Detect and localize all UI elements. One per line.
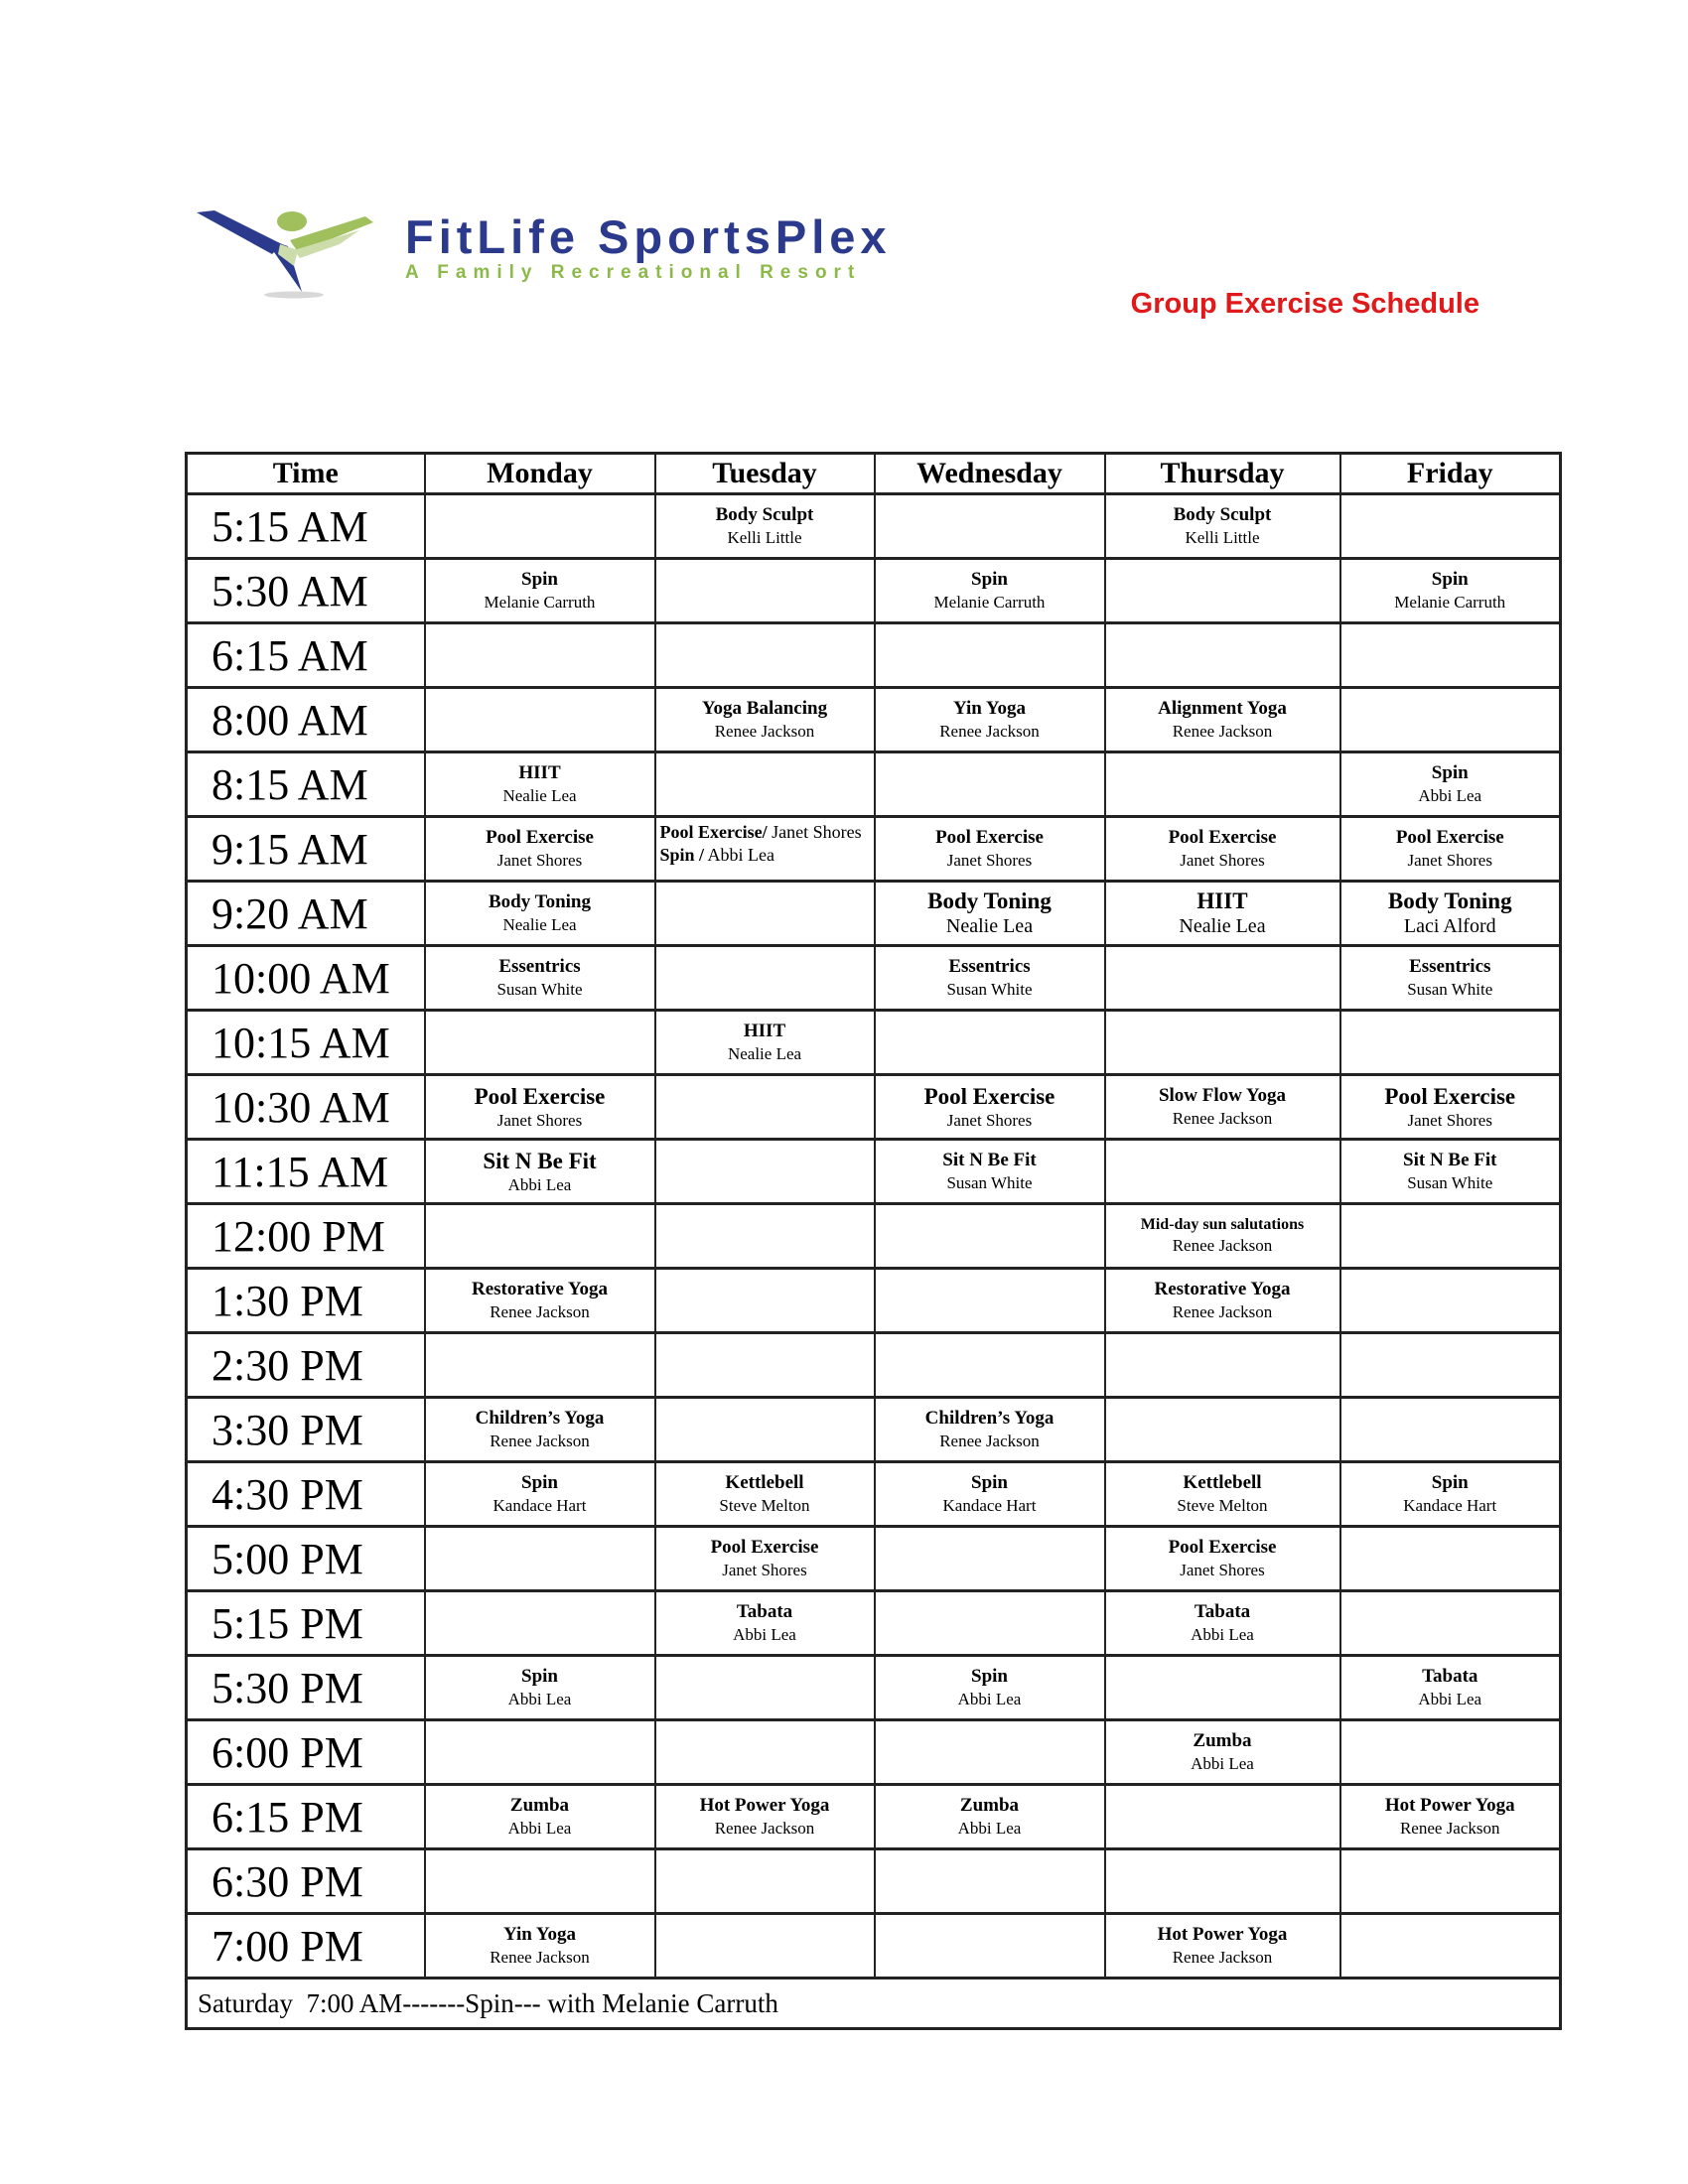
column-header: Monday — [425, 454, 655, 494]
class-name: Restorative Yoga — [1154, 1279, 1291, 1299]
class-name: Pool Exercise — [1395, 827, 1504, 848]
schedule-cell — [425, 1140, 655, 1204]
table-row — [187, 1914, 1561, 1979]
schedule-cell — [425, 1656, 655, 1720]
schedule-cell — [655, 1849, 875, 1914]
time-cell: 7:00 PM — [187, 1914, 425, 1979]
schedule-cell — [1340, 1075, 1561, 1140]
instructor-name: Renee Jackson — [939, 722, 1040, 741]
instructor-name: Melanie Carruth — [933, 593, 1046, 612]
schedule-cell — [1105, 946, 1340, 1011]
schedule-cell — [655, 1398, 875, 1462]
logo-subtitle: A Family Recreational Resort — [405, 262, 862, 283]
class-name: Pool Exercise — [1168, 827, 1277, 848]
schedule-cell — [1340, 1720, 1561, 1785]
schedule-cell — [1105, 1075, 1340, 1140]
class-name: Spin — [521, 1666, 558, 1687]
class-name: Sit N Be Fit — [483, 1148, 597, 1173]
time-cell: 9:20 AM — [187, 882, 425, 946]
schedule-cell — [655, 1075, 875, 1140]
table-row — [187, 1785, 1561, 1849]
schedule-cell — [1105, 1785, 1340, 1849]
instructor-name: Abbi Lea — [957, 1819, 1022, 1838]
table-row — [187, 1204, 1561, 1269]
schedule-cell — [1105, 1849, 1340, 1914]
class-name: Spin — [971, 1666, 1008, 1687]
schedule-cell — [1105, 623, 1340, 688]
schedule-cell — [425, 817, 655, 882]
instructor-name: Abbi Lea — [733, 1625, 796, 1644]
schedule-cell — [655, 1591, 875, 1656]
instructor-name: Susan White — [946, 1173, 1033, 1192]
instructor-name: Kandace Hart — [492, 1496, 587, 1515]
class-name: Spin — [521, 1472, 558, 1493]
class-name: Essentrics — [498, 956, 581, 977]
instructor-name: Abbi Lea — [1191, 1754, 1254, 1773]
schedule-cell — [425, 1204, 655, 1269]
table-row — [187, 1656, 1561, 1720]
schedule-cell — [1340, 1656, 1561, 1720]
time-cell: 12:00 PM — [187, 1204, 425, 1269]
schedule-cell — [425, 1462, 655, 1527]
logo — [195, 208, 892, 300]
schedule-cell — [875, 1204, 1105, 1269]
schedule-cell — [1340, 1011, 1561, 1075]
class-name: Alignment Yoga — [1158, 698, 1287, 719]
class-name: Mid-day sun salutations — [1140, 1216, 1305, 1233]
class-name: Body Toning — [1387, 888, 1512, 913]
schedule-cell — [875, 1656, 1105, 1720]
schedule-cell — [1105, 1591, 1340, 1656]
schedule-cell — [655, 559, 875, 623]
schedule-cell — [655, 1140, 875, 1204]
schedule-cell — [425, 1398, 655, 1462]
logo-text — [405, 210, 892, 284]
schedule-cell — [1105, 494, 1340, 559]
class-name: Hot Power Yoga — [1384, 1795, 1515, 1816]
instructor-name: Kelli Little — [1185, 528, 1260, 547]
schedule-cell — [425, 688, 655, 752]
schedule-cell — [875, 1914, 1105, 1979]
schedule-cell — [875, 1527, 1105, 1591]
time-cell: 5:30 AM — [187, 559, 425, 623]
page-title: Group Exercise Schedule — [1130, 288, 1479, 320]
schedule-cell — [425, 623, 655, 688]
schedule-cell — [1105, 1398, 1340, 1462]
schedule-cell — [425, 1914, 655, 1979]
schedule-cell — [655, 1720, 875, 1785]
instructor-name: Laci Alford — [1403, 915, 1496, 937]
schedule-cell — [875, 946, 1105, 1011]
time-cell: 3:30 PM — [187, 1398, 425, 1462]
instructor-name: Steve Melton — [719, 1496, 810, 1515]
time-cell: 6:15 PM — [187, 1785, 425, 1849]
class-name: Spin — [971, 569, 1008, 590]
schedule-cell — [655, 1462, 875, 1527]
time-cell: 2:30 PM — [187, 1333, 425, 1398]
instructor-name: Renee Jackson — [490, 1432, 590, 1450]
instructor-name: Janet Shores — [1180, 851, 1265, 870]
class-name: Body Toning — [927, 888, 1052, 913]
schedule-cell — [655, 1011, 875, 1075]
instructor-name: Abbi Lea — [704, 845, 775, 865]
class-name: Pool Exercise/ — [659, 822, 768, 842]
schedule-cell — [1340, 1527, 1561, 1591]
time-cell: 10:15 AM — [187, 1011, 425, 1075]
schedule-cell — [655, 494, 875, 559]
schedule-cell — [1340, 688, 1561, 752]
schedule-cell — [875, 1849, 1105, 1914]
class-name: Spin — [1431, 762, 1469, 783]
instructor-name: Renee Jackson — [1172, 1236, 1273, 1255]
schedule-cell — [875, 1720, 1105, 1785]
instructor-name: Abbi Lea — [957, 1690, 1022, 1708]
class-name: Zumba — [959, 1795, 1020, 1816]
instructor-name: Steve Melton — [1177, 1496, 1268, 1515]
schedule-cell — [425, 1785, 655, 1849]
schedule-cell — [1340, 1140, 1561, 1204]
schedule-cell — [1340, 1914, 1561, 1979]
schedule-table — [185, 452, 1562, 2030]
class-name: Pool Exercise — [710, 1537, 819, 1558]
class-name: Pool Exercise — [486, 827, 594, 848]
instructor-name: Melanie Carruth — [484, 593, 596, 612]
table-row — [187, 1979, 1561, 2029]
class-name: Pool Exercise — [474, 1083, 606, 1109]
instructor-name: Nealie Lea — [1179, 915, 1266, 937]
class-name: Zumba — [1193, 1730, 1252, 1751]
time-cell: 8:00 AM — [187, 688, 425, 752]
class-name: Restorative Yoga — [471, 1279, 608, 1299]
logo-title: FitLife SportsPlex — [405, 210, 892, 263]
instructor-name: Janet Shores — [946, 1110, 1033, 1130]
schedule-cell — [425, 752, 655, 817]
schedule-cell — [875, 882, 1105, 946]
instructor-name: Janet Shores — [767, 822, 862, 842]
class-name: Spin — [1431, 569, 1469, 590]
class-name: Body Sculpt — [1173, 504, 1272, 525]
class-name: Kettlebell — [725, 1472, 804, 1493]
class-name: Spin / — [659, 845, 705, 865]
table-row — [187, 1462, 1561, 1527]
table-row — [187, 1075, 1561, 1140]
class-name: Sit N Be Fit — [942, 1150, 1037, 1170]
table-row — [187, 559, 1561, 623]
schedule-cell — [1340, 559, 1561, 623]
instructor-name: Melanie Carruth — [1394, 593, 1506, 612]
time-cell: 11:15 AM — [187, 1140, 425, 1204]
class-name: Yoga Balancing — [701, 698, 828, 719]
schedule-cell — [1105, 1462, 1340, 1527]
schedule-cell — [875, 1462, 1105, 1527]
class-name: Body Sculpt — [715, 504, 814, 525]
schedule-cell — [1340, 1462, 1561, 1527]
schedule-cell — [655, 623, 875, 688]
class-name: Body Toning — [489, 891, 591, 912]
table-row — [187, 494, 1561, 559]
instructor-name: Nealie Lea — [502, 915, 577, 934]
schedule-cell — [875, 688, 1105, 752]
instructor-name: Janet Shores — [496, 851, 583, 870]
schedule-cell — [875, 1398, 1105, 1462]
instructor-name: Abbi Lea — [1418, 786, 1482, 805]
schedule-cell — [1105, 1333, 1340, 1398]
instructor-name: Susan White — [1407, 1173, 1493, 1192]
class-name: Spin — [521, 569, 558, 590]
instructor-name: Renee Jackson — [490, 1948, 590, 1967]
time-cell: 10:00 AM — [187, 946, 425, 1011]
schedule-cell — [425, 1720, 655, 1785]
table-row — [187, 1269, 1561, 1333]
schedule-cell — [1340, 1269, 1561, 1333]
schedule-cell — [875, 1785, 1105, 1849]
schedule-cell — [1105, 882, 1340, 946]
class-name: Pool Exercise — [1384, 1083, 1516, 1109]
schedule-cell — [1340, 1785, 1561, 1849]
class-name: Children’s Yoga — [924, 1408, 1055, 1429]
table-row — [187, 1011, 1561, 1075]
class-name: Pool Exercise — [1168, 1537, 1277, 1558]
class-name: Spin — [1431, 1472, 1469, 1493]
time-cell: 5:15 AM — [187, 494, 425, 559]
instructor-name: Kandace Hart — [942, 1496, 1037, 1515]
instructor-name: Renee Jackson — [714, 1819, 815, 1838]
table-row — [187, 882, 1561, 946]
table-row — [187, 688, 1561, 752]
schedule-cell — [875, 1140, 1105, 1204]
time-cell: 5:30 PM — [187, 1656, 425, 1720]
instructor-name: Renee Jackson — [490, 1302, 590, 1321]
schedule-cell — [655, 1656, 875, 1720]
time-cell: 9:15 AM — [187, 817, 425, 882]
schedule-cell — [875, 1075, 1105, 1140]
schedule-cell — [1340, 1398, 1561, 1462]
time-cell: 5:00 PM — [187, 1527, 425, 1591]
schedule-cell — [425, 1011, 655, 1075]
schedule-cell — [1340, 946, 1561, 1011]
schedule-cell — [1105, 688, 1340, 752]
schedule-cell — [875, 817, 1105, 882]
schedule-cell — [425, 882, 655, 946]
class-name: Hot Power Yoga — [699, 1795, 830, 1816]
class-name: Spin — [971, 1472, 1008, 1493]
table-row — [187, 623, 1561, 688]
class-name: Tabata — [736, 1601, 793, 1622]
table-row — [187, 752, 1561, 817]
class-name: HIIT — [743, 1021, 786, 1041]
schedule-cell — [875, 559, 1105, 623]
schedule-cell — [425, 1075, 655, 1140]
instructor-name: Janet Shores — [496, 1110, 583, 1130]
schedule-cell — [655, 752, 875, 817]
schedule-cell — [425, 1333, 655, 1398]
schedule-cell — [425, 946, 655, 1011]
class-name: Tabata — [1422, 1666, 1478, 1687]
schedule-cell — [1105, 1011, 1340, 1075]
class-name: Zumba — [509, 1795, 570, 1816]
schedule-cell — [1105, 1140, 1340, 1204]
schedule-cell — [425, 559, 655, 623]
table-row — [187, 817, 1561, 882]
instructor-name: Nealie Lea — [945, 915, 1034, 937]
class-name: Sit N Be Fit — [1403, 1150, 1497, 1170]
instructor-name: Janet Shores — [1180, 1561, 1265, 1579]
instructor-name: Abbi Lea — [507, 1819, 572, 1838]
class-name: Tabata — [1194, 1601, 1251, 1622]
class-name: Yin Yoga — [952, 698, 1027, 719]
schedule-cell — [1105, 1656, 1340, 1720]
time-cell: 6:15 AM — [187, 623, 425, 688]
instructor-name: Janet Shores — [946, 851, 1033, 870]
time-cell: 6:00 PM — [187, 1720, 425, 1785]
schedule-cell — [875, 1591, 1105, 1656]
class-name: Yin Yoga — [502, 1924, 577, 1945]
schedule-cell — [875, 1011, 1105, 1075]
instructor-name: Renee Jackson — [1172, 1948, 1273, 1967]
table-row — [187, 1140, 1561, 1204]
class-name: Pool Exercise — [935, 827, 1044, 848]
schedule-body — [187, 494, 1561, 2029]
schedule-cell — [1105, 1269, 1340, 1333]
column-header: Friday — [1340, 454, 1561, 494]
class-name: Slow Flow Yoga — [1158, 1085, 1287, 1106]
schedule-cell — [425, 1849, 655, 1914]
table-row — [187, 1527, 1561, 1591]
schedule-cell — [1105, 559, 1340, 623]
schedule-cell — [655, 1204, 875, 1269]
schedule-cell — [875, 1333, 1105, 1398]
instructor-name: Janet Shores — [722, 1561, 807, 1579]
class-name: Kettlebell — [1183, 1472, 1262, 1493]
instructor-name: Abbi Lea — [507, 1174, 572, 1194]
schedule-cell — [875, 623, 1105, 688]
instructor-name: Kandace Hart — [1403, 1496, 1497, 1515]
schedule-cell — [1340, 1849, 1561, 1914]
schedule-cell — [1105, 1914, 1340, 1979]
instructor-name: Renee Jackson — [714, 722, 815, 741]
table-row — [187, 1591, 1561, 1656]
schedule-cell — [1105, 1720, 1340, 1785]
time-cell: 4:30 PM — [187, 1462, 425, 1527]
instructor-name: Renee Jackson — [1172, 722, 1273, 741]
schedule-cell — [1105, 817, 1340, 882]
instructor-name: Janet Shores — [1407, 851, 1492, 870]
schedule-cell — [875, 1269, 1105, 1333]
jumping-person-icon — [195, 208, 403, 300]
instructor-name: Abbi Lea — [1191, 1625, 1254, 1644]
instructor-name: Nealie Lea — [502, 786, 577, 805]
table-row — [187, 1849, 1561, 1914]
time-cell: 5:15 PM — [187, 1591, 425, 1656]
schedule-cell — [1340, 494, 1561, 559]
instructor-name: Renee Jackson — [939, 1432, 1040, 1450]
schedule-cell — [425, 1269, 655, 1333]
instructor-name: Renee Jackson — [1172, 1302, 1273, 1321]
schedule-cell — [1105, 1204, 1340, 1269]
class-name: HIIT — [518, 762, 561, 783]
schedule-cell — [655, 946, 875, 1011]
schedule-cell — [1340, 1204, 1561, 1269]
instructor-name: Nealie Lea — [727, 1044, 802, 1063]
schedule-cell — [875, 494, 1105, 559]
class-name: Children’s Yoga — [475, 1408, 605, 1429]
table-row — [187, 946, 1561, 1011]
instructor-name: Susan White — [946, 980, 1033, 999]
schedule-cell — [425, 494, 655, 559]
instructor-name: Janet Shores — [1407, 1110, 1492, 1130]
header-row — [187, 454, 1561, 494]
instructor-name: Renee Jackson — [1172, 1109, 1273, 1128]
class-name: HIIT — [1196, 888, 1248, 913]
time-cell: 10:30 AM — [187, 1075, 425, 1140]
schedule-cell — [1105, 1527, 1340, 1591]
class-name: Pool Exercise — [923, 1083, 1055, 1109]
schedule-cell — [425, 1591, 655, 1656]
table-row — [187, 1398, 1561, 1462]
schedule-cell — [655, 1527, 875, 1591]
instructor-name: Abbi Lea — [507, 1690, 572, 1708]
schedule-cell — [655, 1914, 875, 1979]
column-header: Wednesday — [875, 454, 1105, 494]
table-row — [187, 1720, 1561, 1785]
schedule-cell — [1340, 882, 1561, 946]
schedule-cell — [875, 752, 1105, 817]
table-row — [187, 1333, 1561, 1398]
schedule-cell — [1340, 752, 1561, 817]
saturday-note: Saturday 7:00 AM-------Spin--- with Melanie Carruth — [187, 1979, 1561, 2029]
schedule-cell — [655, 1785, 875, 1849]
schedule-cell — [425, 1527, 655, 1591]
time-cell: 1:30 PM — [187, 1269, 425, 1333]
schedule-cell — [1340, 1333, 1561, 1398]
instructor-name: Kelli Little — [727, 528, 802, 547]
instructor-name: Susan White — [496, 980, 583, 999]
schedule-cell — [1340, 1591, 1561, 1656]
class-name: Essentrics — [948, 956, 1031, 977]
schedule-cell — [655, 817, 875, 882]
schedule-cell — [1340, 817, 1561, 882]
class-name: Hot Power Yoga — [1157, 1924, 1288, 1945]
instructor-name: Abbi Lea — [1418, 1690, 1482, 1708]
instructor-name: Susan White — [1407, 980, 1493, 999]
instructor-name: Renee Jackson — [1399, 1819, 1500, 1838]
schedule-cell — [1340, 623, 1561, 688]
schedule-cell — [655, 1333, 875, 1398]
column-header: Tuesday — [655, 454, 875, 494]
time-cell: 6:30 PM — [187, 1849, 425, 1914]
schedule-cell — [655, 1269, 875, 1333]
column-header: Thursday — [1105, 454, 1340, 494]
class-name: Essentrics — [1409, 956, 1491, 977]
time-cell: 8:15 AM — [187, 752, 425, 817]
column-header: Time — [187, 454, 425, 494]
schedule-cell — [655, 882, 875, 946]
schedule-cell — [1105, 752, 1340, 817]
schedule-cell — [655, 688, 875, 752]
